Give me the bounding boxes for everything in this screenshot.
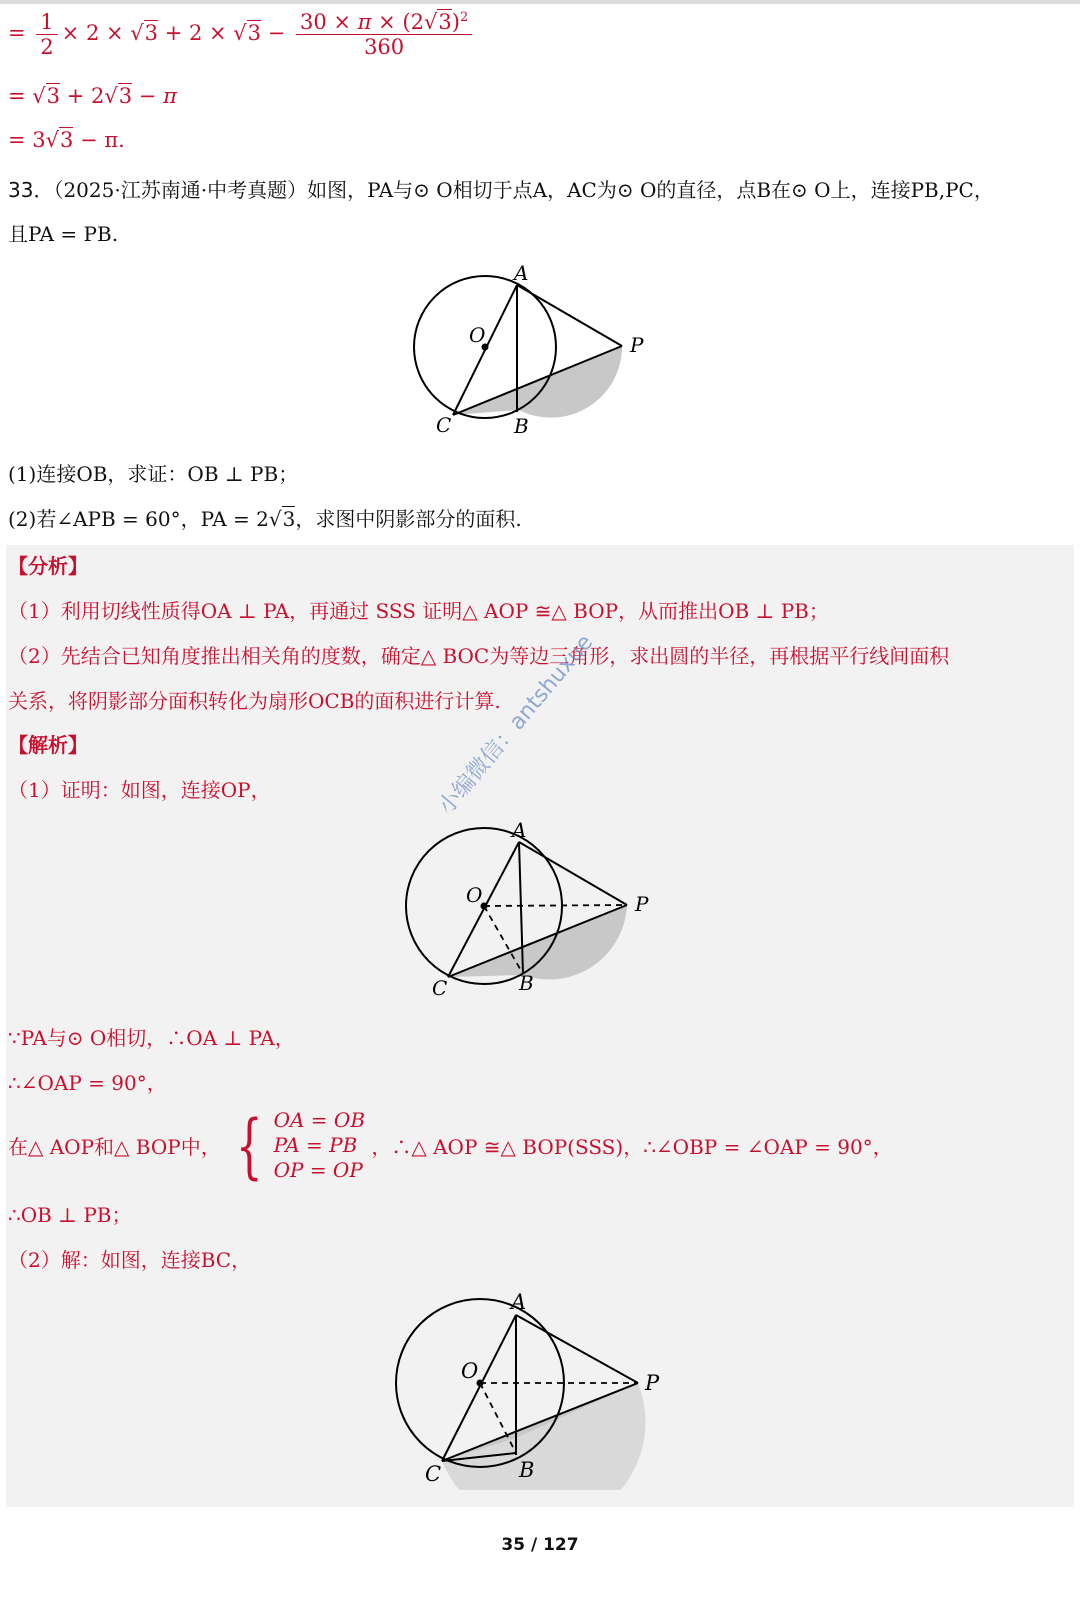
calc-term: − π. (73, 128, 125, 152)
figure-2-with-op-ob (395, 818, 675, 1003)
calc-line-2: = √3 + 2√3 − π (8, 84, 177, 108)
step-text: ，∴△ AOP ≅△ BOP(SSS)，∴∠OBP = ∠OAP = 90°， (371, 1135, 893, 1159)
analysis-paragraph-2-line-1: （2）先结合已知角度推出相关角的度数，确定△ BOC为等边三角形，求出圆的半径，再根据平行线间面积 (8, 644, 950, 668)
solution-step-6: （2）解：如图，连接BC， (8, 1248, 252, 1272)
problem-text: 且PA = PB. (8, 222, 119, 246)
num-part: 30 × (300, 10, 358, 34)
calc-line-1: = $\frac{1}{2}$ × 2 × √3 + 2 × √3 − $\frac{30 \times \pi \times (2√3)^2}{360}$ (8, 10, 476, 59)
system-equation: OP = OP (273, 1158, 363, 1182)
segment-ap (516, 1315, 638, 1383)
sqrt-radicand: 3 (46, 84, 61, 108)
system-equation: OA = OB (273, 1108, 366, 1132)
question-text: (1)连接OB，求证：OB ⊥ PB； (8, 462, 299, 486)
sqrt-radicand: 3 (118, 84, 133, 108)
sqrt-radicand: 3 (247, 21, 262, 46)
calc-term: − (261, 21, 292, 46)
label-c: C (432, 976, 448, 1000)
fraction-half (36, 10, 57, 59)
question-text: (2)若∠APB = 60°，PA = 2 (8, 507, 269, 531)
label-p: P (630, 333, 644, 357)
sqrt-radicand: 3 (60, 128, 74, 152)
label-b: B (519, 971, 534, 995)
segment-op-dashed (484, 905, 627, 906)
solution-heading: 【解析】 (8, 733, 88, 757)
label-c: C (436, 413, 452, 437)
label-a: A (514, 261, 529, 285)
label-o: O (466, 883, 483, 907)
segment-ap (519, 842, 627, 905)
solution-step-1: （1）证明：如图，连接OP， (8, 778, 271, 802)
page-number: 35 / 127 (501, 1535, 579, 1555)
figure-3-with-bc (385, 1285, 685, 1490)
solution-step-2: ∵PA与⊙ O相切，∴OA ⊥ PA， (8, 1026, 295, 1050)
label-a: A (512, 818, 527, 842)
fraction-numerator: 1 (36, 10, 57, 35)
system-equation: PA = PB (273, 1133, 358, 1157)
solution-step-3: ∴∠OAP = 90°， (8, 1071, 167, 1095)
question-2: (2)若∠APB = 60°，PA = 2√3，求图中阴影部分的面积. (8, 507, 522, 531)
fraction-numerator: $30 \times \pi \times (2√3)^2$ (296, 10, 472, 35)
figure-1-circle-tangent (400, 260, 670, 440)
label-o: O (461, 1359, 479, 1383)
calc-term: + 2 (60, 84, 105, 108)
label-p: P (635, 892, 649, 916)
label-c: C (425, 1462, 442, 1486)
equals-sign: = (8, 21, 26, 46)
problem-source: （2025·江苏南通·中考真题） (53, 178, 308, 202)
sqrt-radicand: 3 (282, 507, 296, 531)
watermark-text: 小编微信：antshuxue (433, 630, 599, 820)
calc-line-3: = 3√3 − π. (8, 128, 125, 152)
system-lines (274, 1108, 365, 1183)
num-pi: π (357, 10, 372, 34)
superscript: 2 (459, 10, 469, 25)
label-b: B (514, 414, 529, 438)
question-text: ，求图中阴影部分的面积. (295, 507, 522, 531)
label-p: P (645, 1371, 660, 1395)
label-b: B (519, 1458, 535, 1482)
sqrt-radicand: 3 (438, 10, 452, 34)
label-a: A (511, 1290, 527, 1314)
num-part: × (2 (371, 10, 424, 34)
segment-ap (517, 285, 622, 346)
problem-text: 如图，PA与⊙ O相切于点A，AC为⊙ O的直径，点B在⊙ O上，连接PB,PC， (307, 178, 994, 202)
sqrt-radicand: 3 (144, 21, 159, 46)
analysis-paragraph-2-line-2: 关系，将阴影部分面积转化为扇形OCB的面积进行计算. (8, 689, 501, 713)
calc-term: − π (132, 84, 177, 108)
calc-term: = (8, 84, 33, 108)
label-o: O (469, 323, 486, 347)
problem-statement-line-1 (8, 174, 994, 203)
left-brace: { (235, 1104, 263, 1187)
page-top-border (0, 0, 1080, 4)
calc-term: + 2 × (158, 21, 234, 46)
calc-term: = 3 (8, 128, 46, 152)
question-1 (8, 458, 298, 487)
analysis-paragraph-1: （1）利用切线性质得OA ⊥ PA，再通过 SSS 证明△ AOP ≅△ BOP，从而推出OB ⊥ PB； (8, 599, 829, 623)
equation-system (227, 1104, 366, 1187)
fraction-denominator: 2 (40, 35, 54, 60)
problem-number: 33． (8, 178, 54, 202)
analysis-heading: 【分析】 (8, 554, 88, 578)
problem-statement-line-2 (8, 218, 118, 247)
num-part: ) (451, 10, 460, 34)
fraction-sector (296, 10, 472, 59)
fraction-denominator: 360 (364, 35, 405, 60)
step-text: 在△ AOP和△ BOP中， (8, 1135, 221, 1159)
calc-term: × 2 × (61, 21, 131, 46)
solution-step-5: ∴OB ⊥ PB； (8, 1203, 132, 1227)
solution-step-4 (8, 1104, 893, 1187)
